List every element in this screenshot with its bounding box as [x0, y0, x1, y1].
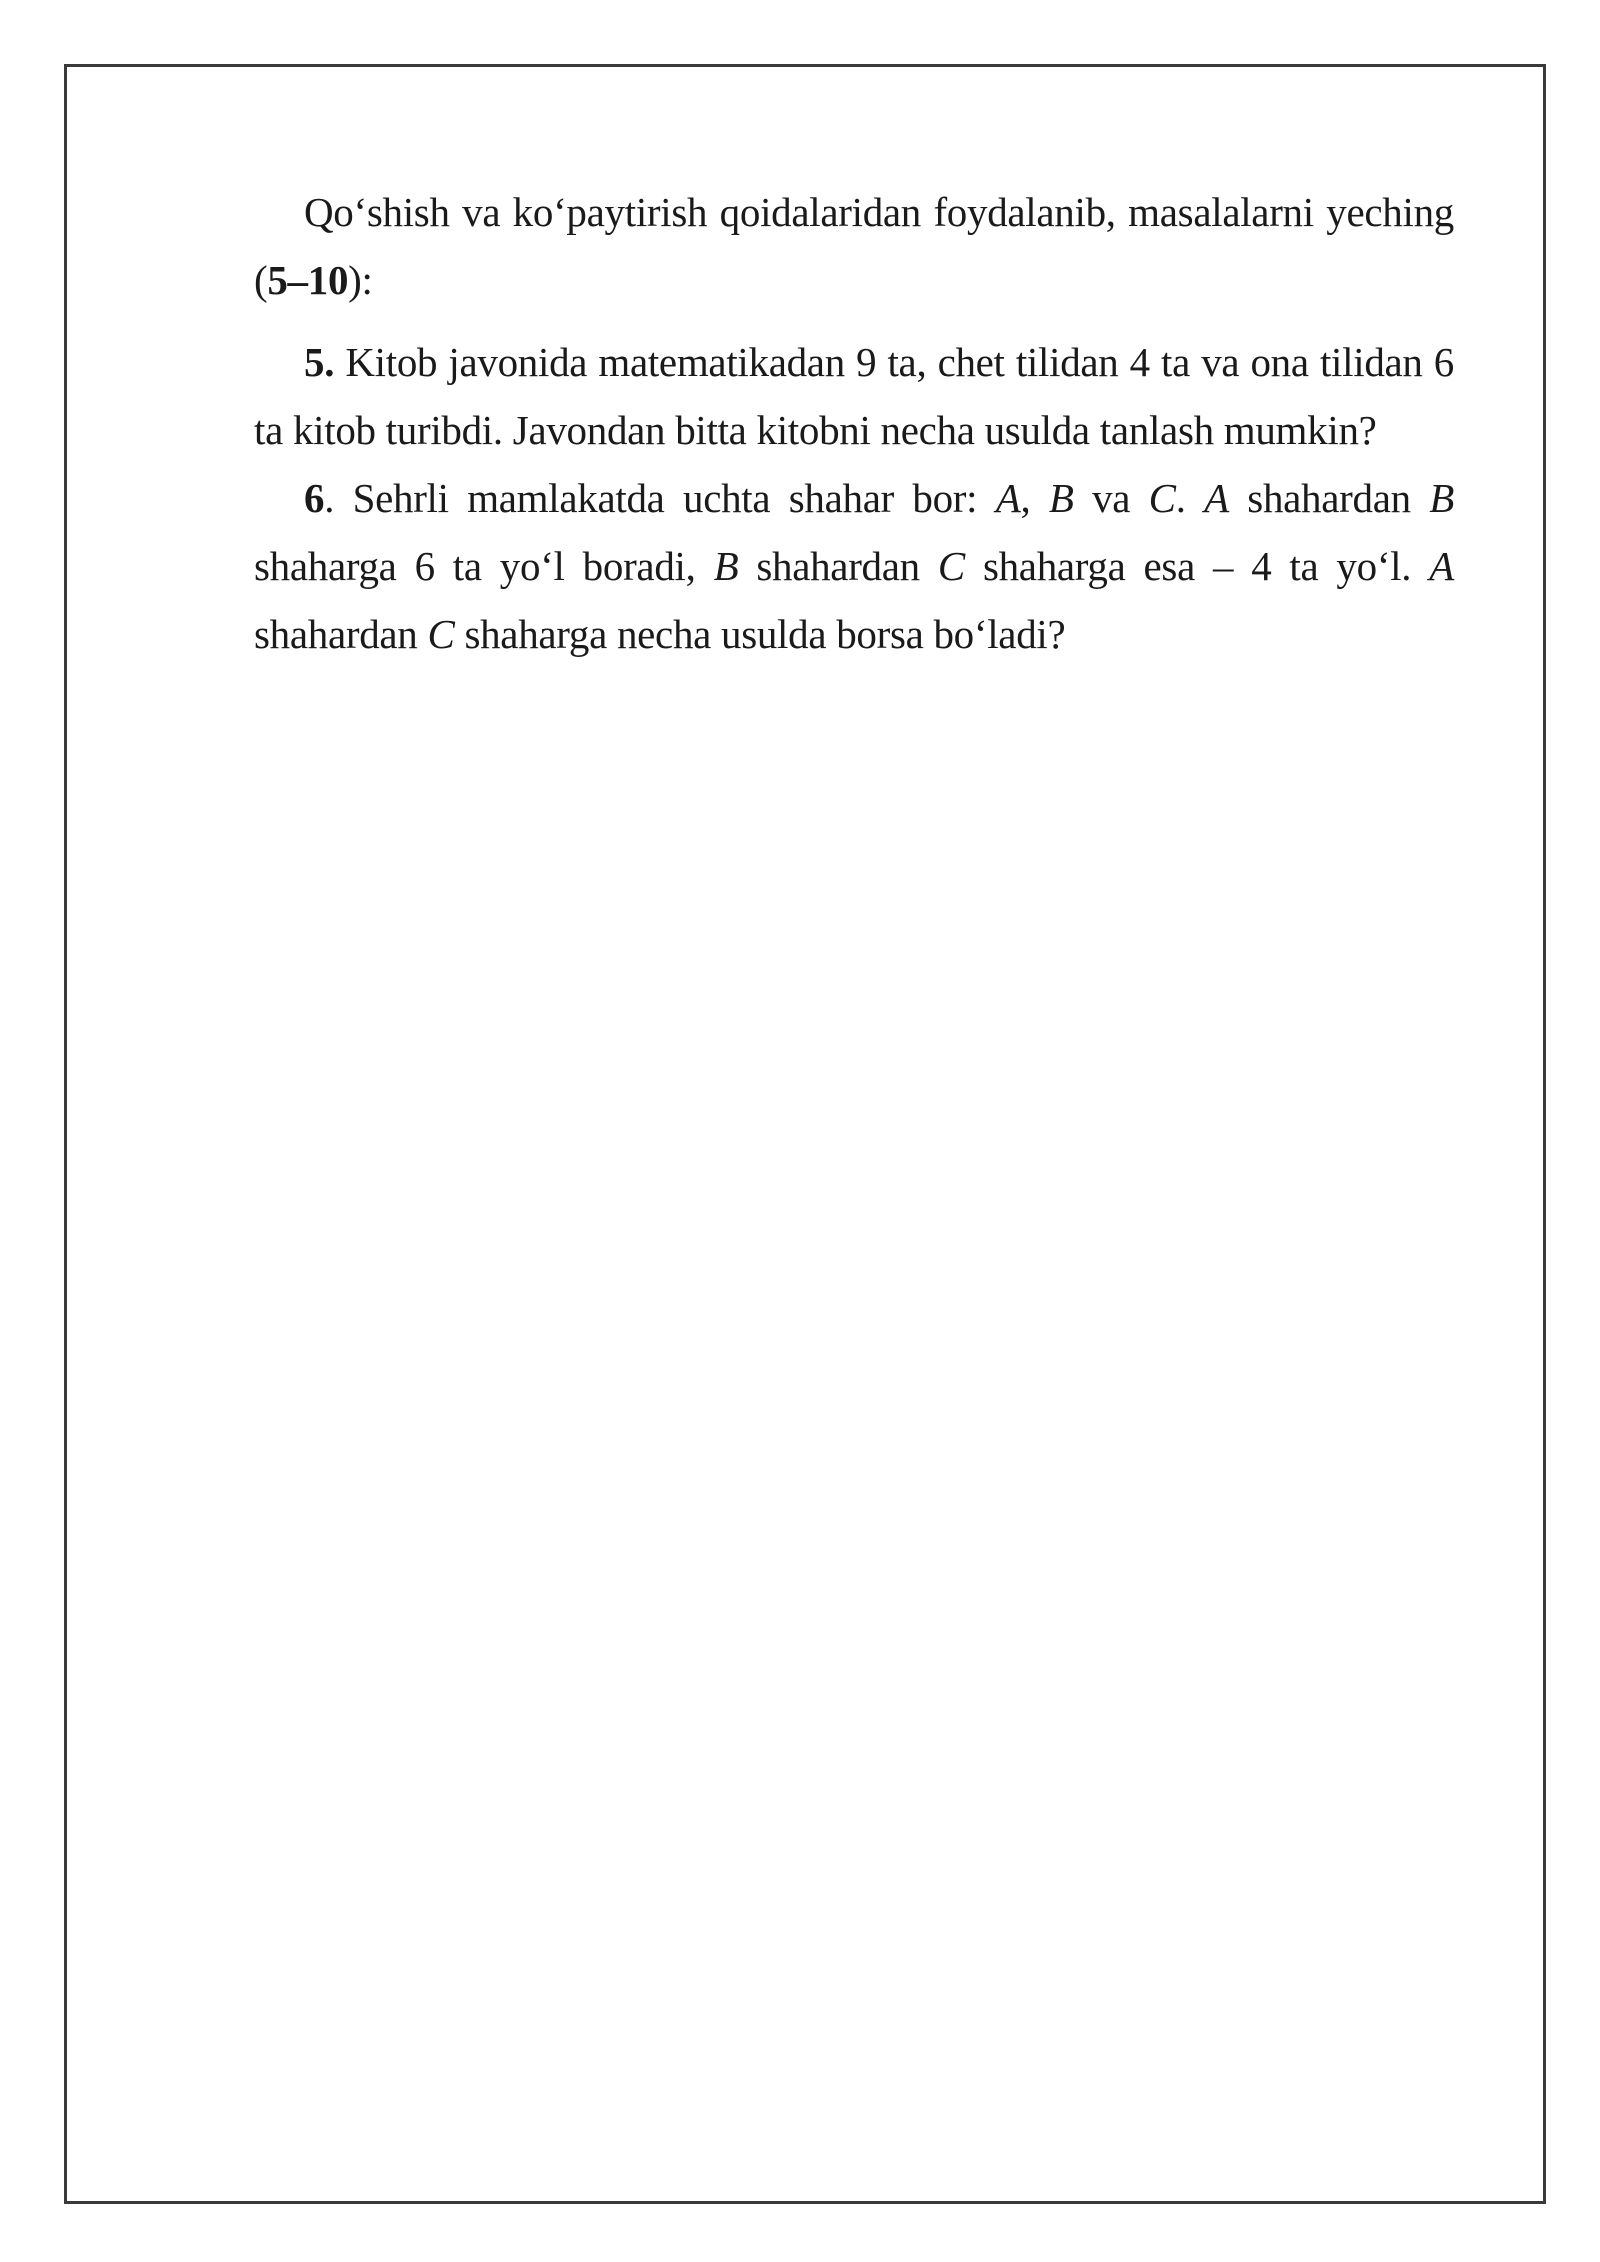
problem-6-text: . — [1175, 475, 1205, 521]
instruction-paragraph — [254, 178, 1454, 314]
page-content — [254, 178, 1454, 668]
problem-range: 5–10 — [267, 257, 349, 303]
city-c: C — [937, 543, 965, 589]
city-b: B — [1429, 475, 1455, 521]
problem-6-text: shaharga 6 ta yo‘l boradi, — [254, 543, 714, 589]
range-open: ( — [254, 257, 268, 303]
problem-6-text: shahardan — [254, 611, 428, 657]
city-c: C — [1148, 475, 1176, 521]
problem-6-text: shaharga necha usulda borsa bo‘ladi? — [454, 611, 1066, 657]
problem-6-text: shahardan — [1228, 475, 1430, 521]
problem-6-text: shahardan — [738, 543, 938, 589]
problem-6-text: , — [1020, 475, 1049, 521]
problem-5-number: 5. — [304, 339, 335, 385]
problem-6-text: va — [1073, 475, 1149, 521]
problem-6 — [254, 464, 1454, 668]
problem-5-text: Kitob javonida matematikadan 9 ta, chet tilidan 4 ta va ona tilidan 6 ta kitob turibdi. Javondan bitta kitobni necha usulda tanlash mumkin? — [254, 339, 1454, 453]
range-close: ): — [348, 257, 373, 303]
city-b: B — [713, 543, 739, 589]
instruction-text: Qo‘shish va ko‘paytirish qoidalaridan foydalanib, masalalarni yeching — [304, 189, 1454, 235]
problem-6-number: 6 — [304, 475, 325, 521]
problem-6-text: . Sehrli mamlakatda uchta shahar bor: — [324, 475, 996, 521]
city-c: C — [427, 611, 455, 657]
city-a: A — [995, 475, 1021, 521]
problem-5 — [254, 328, 1454, 464]
city-b: B — [1048, 475, 1074, 521]
city-a: A — [1429, 543, 1454, 589]
problem-6-text: shaharga esa – 4 ta yo‘l. — [964, 543, 1430, 589]
city-a: A — [1204, 475, 1229, 521]
